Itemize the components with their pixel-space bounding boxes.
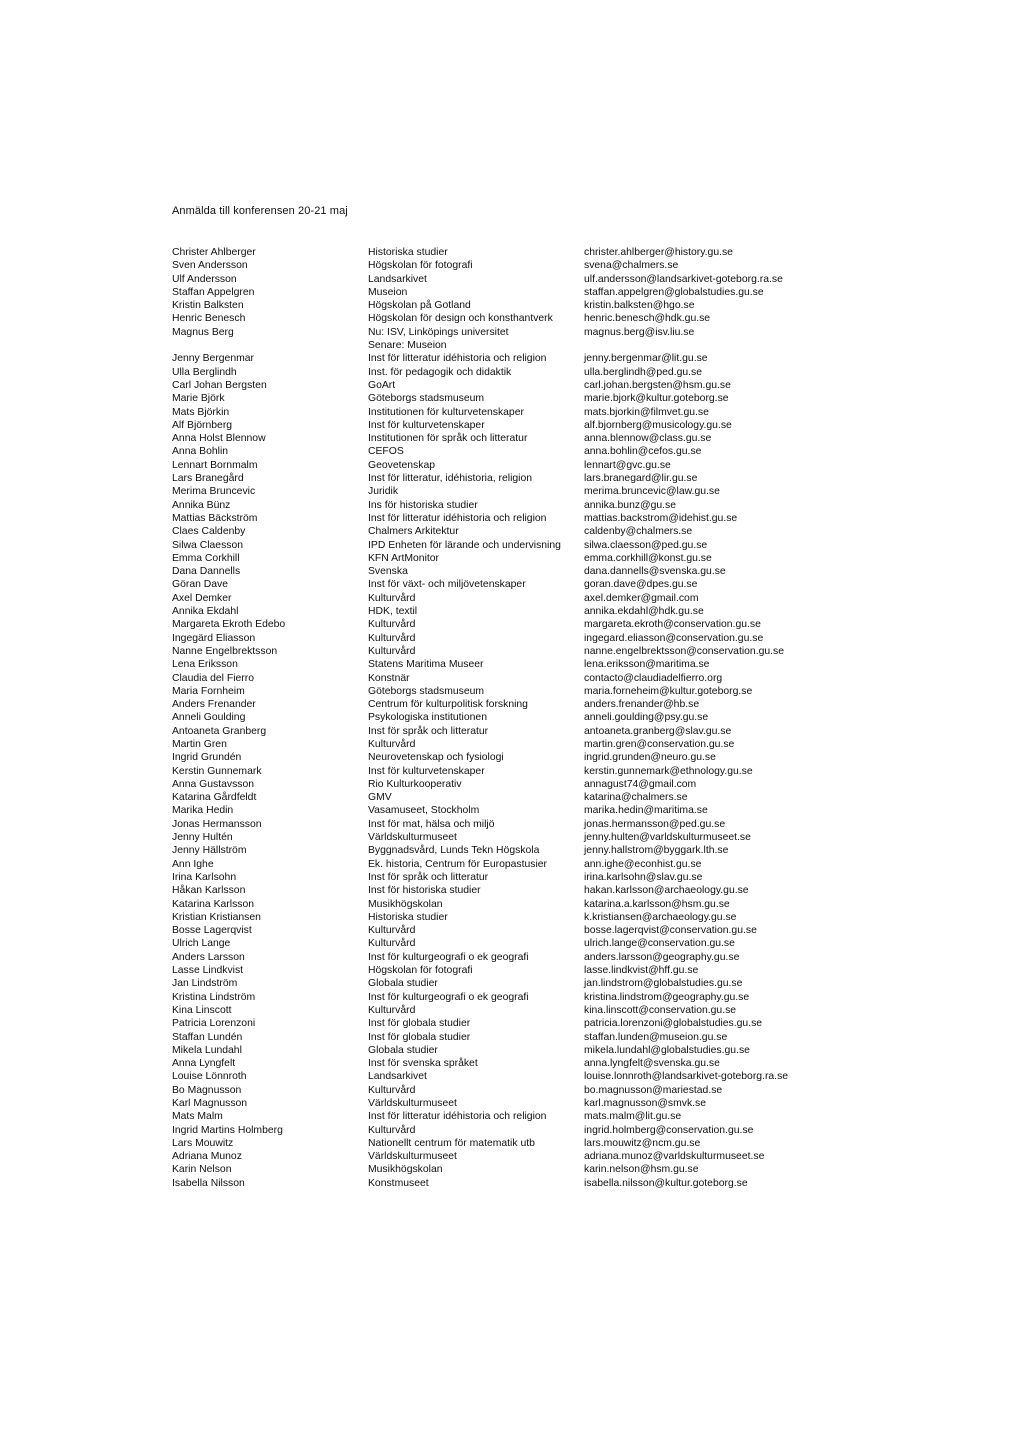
participant-affiliation: Nu: ISV, Linköpings universitet xyxy=(368,326,509,338)
participant-name: Jonas Hermansson xyxy=(172,818,262,830)
participant-email: ingrid.holmberg@conservation.gu.se xyxy=(584,1124,754,1136)
participant-affiliation: Landsarkivet xyxy=(368,273,427,285)
participant-affiliation: Högskolan för fotografi xyxy=(368,965,473,977)
participant-affiliation: KFN ArtMonitor xyxy=(368,552,440,564)
participant-affiliation: Kulturvård xyxy=(368,645,416,657)
participant-name: Katarina Karlsson xyxy=(172,898,255,910)
participant-email: goran.dave@dpes.gu.se xyxy=(584,579,698,591)
participant-email: axel.demker@gmail.com xyxy=(584,592,699,604)
participant-name: Anneli Goulding xyxy=(172,712,246,724)
participant-affiliation: Inst. för pedagogik och didaktik xyxy=(368,366,512,378)
participant-affiliation: IPD Enheten för lärande och undervisning xyxy=(368,539,561,551)
participant-email: katarina.a.karlsson@hsm.gu.se xyxy=(584,898,730,910)
participant-name: Henric Benesch xyxy=(172,313,246,325)
participant-name: Kina Linscott xyxy=(172,1004,232,1016)
participant-email: staffan.appelgren@globalstudies.gu.se xyxy=(584,286,764,298)
participant-name: Bosse Lagerqvist xyxy=(172,925,252,937)
participant-affiliation: Kulturvård xyxy=(368,925,416,937)
participant-name: Lars Branegård xyxy=(172,473,244,485)
participant-name: Ingrid Martins Holmberg xyxy=(172,1124,283,1136)
participant-affiliation: Göteborgs stadsmuseum xyxy=(368,393,485,405)
participant-affiliation: Inst för mat, hälsa och miljö xyxy=(368,818,495,830)
participant-email: lasse.lindkvist@hff.gu.se xyxy=(584,965,699,977)
participant-affiliation: Institutionen för kulturvetenskaper xyxy=(368,406,524,418)
participant-affiliation: Inst för växt- och miljövetenskaper xyxy=(368,579,526,591)
participant-affiliation: CEFOS xyxy=(368,446,404,458)
participant-email: anneli.goulding@psy.gu.se xyxy=(584,712,709,724)
participant-affiliation: Historiska studier xyxy=(368,911,448,923)
participant-affiliation: Landsarkivet xyxy=(368,1071,427,1083)
participant-email: lena.eriksson@maritima.se xyxy=(584,659,710,671)
participant-email: kina.linscott@conservation.gu.se xyxy=(584,1004,737,1016)
participant-email: irina.karlsohn@slav.gu.se xyxy=(584,871,703,883)
participant-name: Staffan Lundén xyxy=(172,1031,243,1043)
participant-affiliation: Statens Maritima Museer xyxy=(368,659,484,671)
participant-name: Louise Lönnroth xyxy=(172,1071,247,1083)
participant-affiliation: Inst för globala studier xyxy=(368,1031,471,1043)
participant-email: merima.bruncevic@law.gu.se xyxy=(584,486,720,498)
participant-email: jenny.hulten@varldskulturmuseet.se xyxy=(584,832,751,844)
participant-affiliation: Inst för kulturgeografi o ek geografi xyxy=(368,951,529,963)
participant-affiliation: GMV xyxy=(368,792,392,804)
participant-email: patricia.lorenzoni@globalstudies.gu.se xyxy=(584,1018,763,1030)
participant-affiliation: Psykologiska institutionen xyxy=(368,712,487,724)
participant-affiliation: Inst för litteratur, idéhistoria, religion xyxy=(368,473,533,485)
participant-name: Lars Mouwitz xyxy=(172,1137,234,1149)
participant-name: Alf Björnberg xyxy=(172,419,233,431)
participant-email: annika.ekdahl@hdk.gu.se xyxy=(584,606,704,618)
participant-affiliation: Inst för litteratur idéhistoria och religion xyxy=(368,512,547,524)
participant-affiliation: Institutionen för språk och litteratur xyxy=(368,433,528,445)
participant-name: Ulf Andersson xyxy=(172,273,237,285)
participant-affiliation: Världskulturmuseet xyxy=(368,832,457,844)
participant-email: hakan.karlsson@archaeology.gu.se xyxy=(584,885,749,897)
participant-email: bo.magnusson@mariestad.se xyxy=(584,1084,723,1096)
participant-affiliation: Kulturvård xyxy=(368,619,416,631)
participant-email: staffan.lunden@museion.gu.se xyxy=(584,1031,728,1043)
participant-affiliation: Inst för språk och litteratur xyxy=(368,871,489,883)
participant-affiliation: Musikhögskolan xyxy=(368,1164,443,1176)
participant-email: marie.bjork@kultur.goteborg.se xyxy=(584,393,729,405)
participant-name: Anders Frenander xyxy=(172,699,256,711)
participant-name: Lasse Lindkvist xyxy=(172,965,244,977)
participant-affiliation: Inst för litteratur idéhistoria och religion xyxy=(368,353,547,365)
participant-affiliation: Kulturvård xyxy=(368,1124,416,1136)
participant-affiliation: Kulturvård xyxy=(368,738,416,750)
participant-affiliation: Neurovetenskap och fysiologi xyxy=(368,752,504,764)
participant-affiliation: Inst för historiska studier xyxy=(368,885,481,897)
participant-name: Mikela Lundahl xyxy=(172,1044,242,1056)
participant-affiliation: Konstmuseet xyxy=(368,1177,429,1189)
participant-email: annika.bunz@gu.se xyxy=(584,499,677,511)
participant-name: Göran Dave xyxy=(172,579,229,591)
participant-affiliation: HDK, textil xyxy=(368,606,418,618)
participant-affiliation: Inst för svenska språket xyxy=(368,1058,478,1070)
participant-email: mattias.backstrom@idehist.gu.se xyxy=(584,512,738,524)
participant-name: Mats Björkin xyxy=(172,406,230,418)
participant-name: Annika Bünz xyxy=(172,499,231,511)
participant-email: nanne.engelbrektsson@conservation.gu.se xyxy=(584,645,785,657)
participant-affiliation: Chalmers Arkitektur xyxy=(368,526,459,538)
participant-email: jan.lindstrom@globalstudies.gu.se xyxy=(584,978,743,990)
participant-name: Katarina Gårdfeldt xyxy=(172,792,257,804)
participant-email: lennart@gvc.gu.se xyxy=(584,459,671,471)
participant-name: Jan Lindström xyxy=(172,978,238,990)
participant-email: henric.benesch@hdk.gu.se xyxy=(584,313,711,325)
participant-affiliation: Juridik xyxy=(368,486,399,498)
participant-email: karin.nelson@hsm.gu.se xyxy=(584,1164,699,1176)
participant-name: Adriana Munoz xyxy=(172,1151,242,1163)
participant-name: Ulla Berglindh xyxy=(172,366,237,378)
participant-email: martin.gren@conservation.gu.se xyxy=(584,738,735,750)
participant-email: jonas.hermansson@ped.gu.se xyxy=(584,818,726,830)
participant-name: Mats Malm xyxy=(172,1111,223,1123)
participant-name: Kristin Balksten xyxy=(172,300,244,312)
participant-affiliation: Inst för språk och litteratur xyxy=(368,725,489,737)
participant-email: dana.dannells@svenska.gu.se xyxy=(584,566,726,578)
participant-email: margareta.ekroth@conservation.gu.se xyxy=(584,619,761,631)
participant-affiliation: Geovetenskap xyxy=(368,459,436,471)
participant-email: mikela.lundahl@globalstudies.gu.se xyxy=(584,1044,750,1056)
participant-email: kristin.balksten@hgo.se xyxy=(584,300,695,312)
participant-email: marika.hedin@maritima.se xyxy=(584,805,708,817)
participant-affiliation: Inst för globala studier xyxy=(368,1018,471,1030)
participant-affiliation: Inst för kulturvetenskaper xyxy=(368,419,485,431)
participant-affiliation: Världskulturmuseet xyxy=(368,1151,457,1163)
participant-email: ingrid.grunden@neuro.gu.se xyxy=(584,752,716,764)
participant-email: ann.ighe@econhist.gu.se xyxy=(584,858,702,870)
participant-name: Silwa Claesson xyxy=(172,539,244,551)
participant-name: Isabella Nilsson xyxy=(172,1177,245,1189)
participant-email: anders.frenander@hb.se xyxy=(584,699,700,711)
participant-email: kerstin.gunnemark@ethnology.gu.se xyxy=(584,765,753,777)
participant-email: lars.mouwitz@ncm.gu.se xyxy=(584,1137,701,1149)
participant-affiliation: Inst för litteratur idéhistoria och religion xyxy=(368,1111,547,1123)
participant-name: Kerstin Gunnemark xyxy=(172,765,262,777)
participant-affiliation: Högskolan på Gotland xyxy=(368,300,471,312)
participant-affiliation: Världskulturmuseet xyxy=(368,1098,457,1109)
participant-name: Lennart Bornmalm xyxy=(172,459,258,471)
participant-name: Maria Fornheim xyxy=(172,685,245,697)
participant-affiliation: Kulturvård xyxy=(368,938,416,950)
participant-email: isabella.nilsson@kultur.goteborg.se xyxy=(584,1177,748,1189)
participant-name: Mattias Bäckström xyxy=(172,512,258,524)
participant-name: Lena Eriksson xyxy=(172,659,238,671)
participant-affiliation: Globala studier xyxy=(368,1044,438,1056)
participant-email: ulla.berglindh@ped.gu.se xyxy=(584,366,703,378)
participant-affiliation: Centrum för kulturpolitisk forskning xyxy=(368,699,528,711)
participant-affiliation: Högskolan för design och konsthantverk xyxy=(368,313,553,325)
participant-affiliation: Svenska xyxy=(368,566,408,578)
participant-email: magnus.berg@isv.liu.se xyxy=(584,326,695,338)
participant-name: Bo Magnusson xyxy=(172,1084,242,1096)
participant-name: Staffan Appelgren xyxy=(172,286,255,298)
participant-affiliation: Museion xyxy=(368,286,408,298)
participant-name: Christer Ahlberger xyxy=(172,247,256,258)
participant-name: Kristina Lindström xyxy=(172,991,256,1003)
participant-name: Marika Hedin xyxy=(172,805,234,817)
participant-email: katarina@chalmers.se xyxy=(584,792,688,804)
participant-email: silwa.claesson@ped.gu.se xyxy=(584,539,708,551)
participant-name: Emma Corkhill xyxy=(172,552,240,564)
participant-email: bosse.lagerqvist@conservation.gu.se xyxy=(584,925,757,937)
participant-email: svena@chalmers.se xyxy=(584,260,679,272)
participant-email: karl.magnusson@smvk.se xyxy=(584,1098,706,1109)
participant-name: Karin Nelson xyxy=(172,1164,232,1176)
participant-email: anna.bohlin@cefos.gu.se xyxy=(584,446,702,458)
participant-affiliation: Nationellt centrum för matematik utb xyxy=(368,1137,535,1149)
participant-name: Ann Ighe xyxy=(172,858,214,870)
participant-name: Margareta Ekroth Edebo xyxy=(172,619,286,631)
participant-name: Marie Björk xyxy=(172,393,225,405)
participant-email: k.kristiansen@archaeology.gu.se xyxy=(584,911,737,923)
participant-name: Carl Johan Bergsten xyxy=(172,379,267,391)
participant-email: jenny.bergenmar@lit.gu.se xyxy=(584,353,708,365)
participant-name: Axel Demker xyxy=(172,592,232,604)
participant-affiliation: Musikhögskolan xyxy=(368,898,443,910)
participant-name: Jenny Bergenmar xyxy=(172,353,255,365)
participant-email: lars.branegard@lir.gu.se xyxy=(584,473,698,485)
participant-name: Dana Dannells xyxy=(172,566,241,578)
participant-email: christer.ahlberger@history.gu.se xyxy=(584,247,733,258)
participant-name: Merima Bruncevic xyxy=(172,486,256,498)
participant-email: mats.bjorkin@filmvet.gu.se xyxy=(584,406,709,418)
participant-email: ulf.andersson@landsarkivet-goteborg.ra.se xyxy=(584,273,783,285)
participant-name: Claes Caldenby xyxy=(172,526,246,538)
participant-name: Martin Gren xyxy=(172,738,227,750)
participant-affiliation: Globala studier xyxy=(368,978,438,990)
participant-email: annagust74@gmail.com xyxy=(584,778,697,790)
participant-affiliation: Kulturvård xyxy=(368,592,416,604)
participant-name: Magnus Berg xyxy=(172,326,234,338)
participant-email: contacto@claudiadelfierro.org xyxy=(584,672,723,684)
participant-email: antoaneta.granberg@slav.gu.se xyxy=(584,725,732,737)
page-title: Anmälda till konferensen 20-21 maj xyxy=(172,205,348,217)
participant-name: Anna Bohlin xyxy=(172,446,229,458)
participant-name: Ulrich Lange xyxy=(172,938,231,950)
participant-name: Ingrid Grundén xyxy=(172,752,242,764)
participant-name: Jenny Hultén xyxy=(172,832,233,844)
participant-affiliation: Högskolan för fotografi xyxy=(368,260,473,272)
participant-affiliation: Inst för kulturvetenskaper xyxy=(368,765,485,777)
participant-email: anna.lyngfelt@svenska.gu.se xyxy=(584,1058,720,1070)
participant-name: Patricia Lorenzoni xyxy=(172,1018,256,1030)
participant-email: mats.malm@lit.gu.se xyxy=(584,1111,682,1123)
participant-name: Anders Larsson xyxy=(172,951,245,963)
participant-affiliation: Kulturvård xyxy=(368,1084,416,1096)
participant-email: alf.bjornberg@musicology.gu.se xyxy=(584,419,732,431)
participant-name: Annika Ekdahl xyxy=(172,606,239,618)
participant-affiliation: Historiska studier xyxy=(368,247,448,258)
participant-affiliation: Senare: Museion xyxy=(368,340,447,352)
participant-affiliation: Ins för historiska studier xyxy=(368,499,478,511)
participant-affiliation: Rio Kulturkooperativ xyxy=(368,778,462,790)
participant-affiliation: Vasamuseet, Stockholm xyxy=(368,805,480,817)
participant-name: Anna Lyngfelt xyxy=(172,1058,236,1070)
participant-name: Håkan Karlsson xyxy=(172,885,246,897)
participant-affiliation: Byggnadsvård, Lunds Tekn Högskola xyxy=(368,845,540,857)
participant-name: Anna Gustavsson xyxy=(172,778,255,790)
participant-affiliation: Ek. historia, Centrum för Europastusier xyxy=(368,858,548,870)
participant-name: Claudia del Fierro xyxy=(172,672,255,684)
participant-email: caldenby@chalmers.se xyxy=(584,526,693,538)
participant-affiliation: GoArt xyxy=(368,379,396,391)
participant-name: Kristian Kristiansen xyxy=(172,911,261,923)
participant-name: Anna Holst Blennow xyxy=(172,433,266,445)
participant-name: Sven Andersson xyxy=(172,260,248,272)
participant-affiliation: Kulturvård xyxy=(368,632,416,644)
participant-name: Irina Karlsohn xyxy=(172,871,237,883)
participant-affiliation: Konstnär xyxy=(368,672,410,684)
participant-name: Antoaneta Granberg xyxy=(172,725,267,737)
participant-email: ulrich.lange@conservation.gu.se xyxy=(584,938,735,950)
participant-email: louise.lonnroth@landsarkivet-goteborg.ra.se xyxy=(584,1071,789,1083)
participant-email: maria.forneheim@kultur.goteborg.se xyxy=(584,685,753,697)
participant-affiliation: Göteborgs stadsmuseum xyxy=(368,685,485,697)
participant-affiliation: Inst för kulturgeografi o ek geografi xyxy=(368,991,529,1003)
participant-email: kristina.lindstrom@geography.gu.se xyxy=(584,991,750,1003)
participant-name: Jenny Hällström xyxy=(172,845,247,857)
participant-name: Karl Magnusson xyxy=(172,1098,248,1109)
participant-email: jenny.hallstrom@byggark.lth.se xyxy=(584,845,729,857)
participant-email: ingegard.eliasson@conservation.gu.se xyxy=(584,632,764,644)
participant-email: anna.blennow@class.gu.se xyxy=(584,433,712,445)
participant-affiliation: Kulturvård xyxy=(368,1004,416,1016)
participant-name: Ingegärd Eliasson xyxy=(172,632,256,644)
participant-email: emma.corkhill@konst.gu.se xyxy=(584,552,712,564)
participant-email: carl.johan.bergsten@hsm.gu.se xyxy=(584,379,731,391)
participant-email: adriana.munoz@varldskulturmuseet.se xyxy=(584,1151,765,1163)
participant-name: Nanne Engelbrektsson xyxy=(172,645,278,657)
participant-email: anders.larsson@geography.gu.se xyxy=(584,951,740,963)
